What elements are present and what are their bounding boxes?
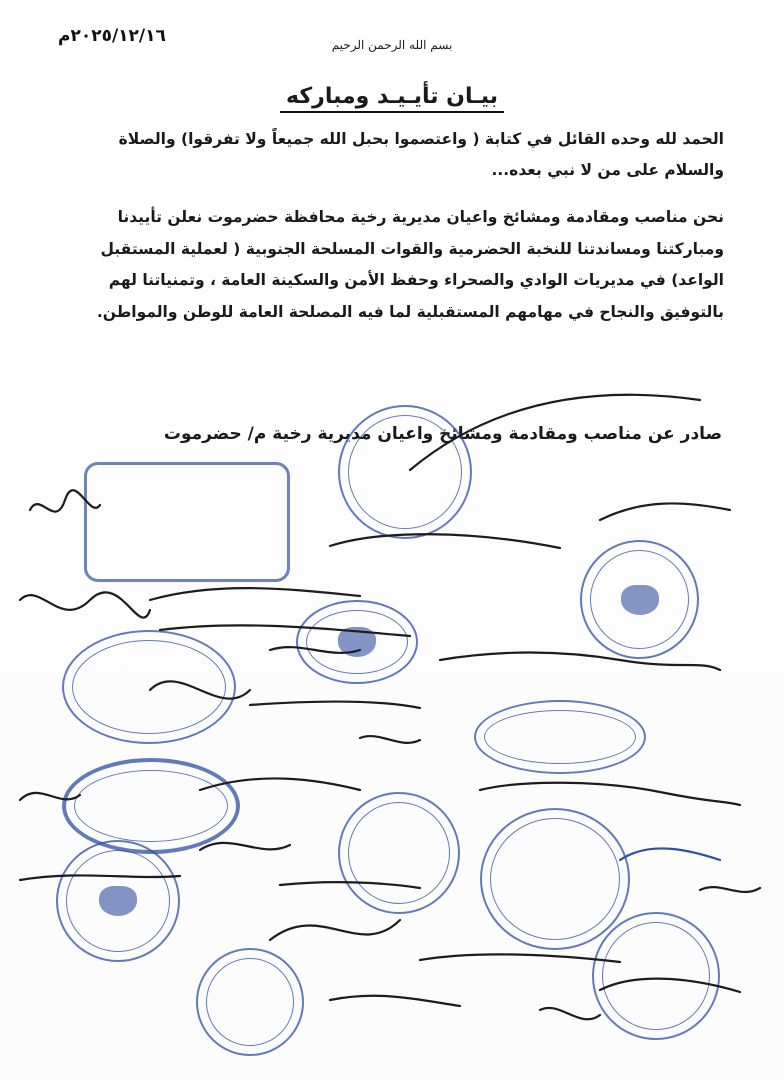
- signature-21: [420, 954, 620, 962]
- statement-paragraph: نحن مناصب ومقادمة ومشائخ واعيان مديرية رخية محافظة حضرموت نعلن تأييدنا ومباركتنا ومساندتنا للنخبة الحضرمية والقوات المسلحة الجنوبية ( لعملية المستقبل الواعد) في مديريات الوادي والصحراء وحفظ الأمن والسكينة العامة ، وتمنياتنا لهم بالتوفيق والنجاح في مهامهم المستقبلية لما فيه المصلحة العامة للوطن والمواطن.: [96, 208, 724, 321]
- signature-20: [270, 920, 400, 940]
- signature-18: [700, 887, 760, 892]
- round-stamp-5: [480, 808, 630, 950]
- signature-3: [330, 534, 560, 548]
- signature-25: [620, 848, 720, 860]
- emblem-icon: [338, 627, 376, 657]
- round-stamp-4: [338, 792, 460, 914]
- round-stamp-1: [338, 405, 472, 539]
- round-stamp-8: [592, 912, 720, 1040]
- signature-22: [330, 996, 460, 1006]
- signature-5: [150, 588, 360, 600]
- signature-15: [480, 783, 740, 805]
- document-date: ٢٠٢٥/١٢/١٦م: [58, 26, 166, 46]
- round-stamp-6: [56, 840, 180, 962]
- signature-24: [540, 1008, 600, 1019]
- oval-stamp-3: [62, 758, 240, 854]
- signature-11: [250, 702, 420, 708]
- signature-12: [360, 736, 420, 743]
- opening-paragraph: الحمد لله وحده القائل في كتابة ( واعتصموا بحبل الله جميعاً ولا تفرقوا) والصلاة والسلام على من لا نبي بعده...: [118, 130, 724, 179]
- round-stamp-3: [296, 600, 418, 684]
- document-title-text: بيـان تأيـيـد ومباركه: [280, 84, 504, 113]
- rect-stamp-1: [84, 462, 290, 582]
- oval-stamp-1: [62, 630, 236, 744]
- issued-by-line: صادر عن مناصب ومقادمة ومشائخ واعيان مديرية رخية م/ حضرموت: [163, 424, 722, 444]
- oval-stamp-2: [474, 700, 646, 774]
- signature-9: [440, 653, 720, 671]
- signature-6: [20, 592, 150, 617]
- emblem-icon: [99, 886, 137, 916]
- round-stamp-2: [580, 540, 699, 659]
- basmala: بسم الله الرحمن الرحيم: [331, 38, 453, 52]
- signature-16: [200, 843, 290, 850]
- document-title: [0, 84, 784, 109]
- round-stamp-7: [196, 948, 304, 1056]
- signature-4: [600, 503, 730, 520]
- emblem-icon: [621, 585, 659, 615]
